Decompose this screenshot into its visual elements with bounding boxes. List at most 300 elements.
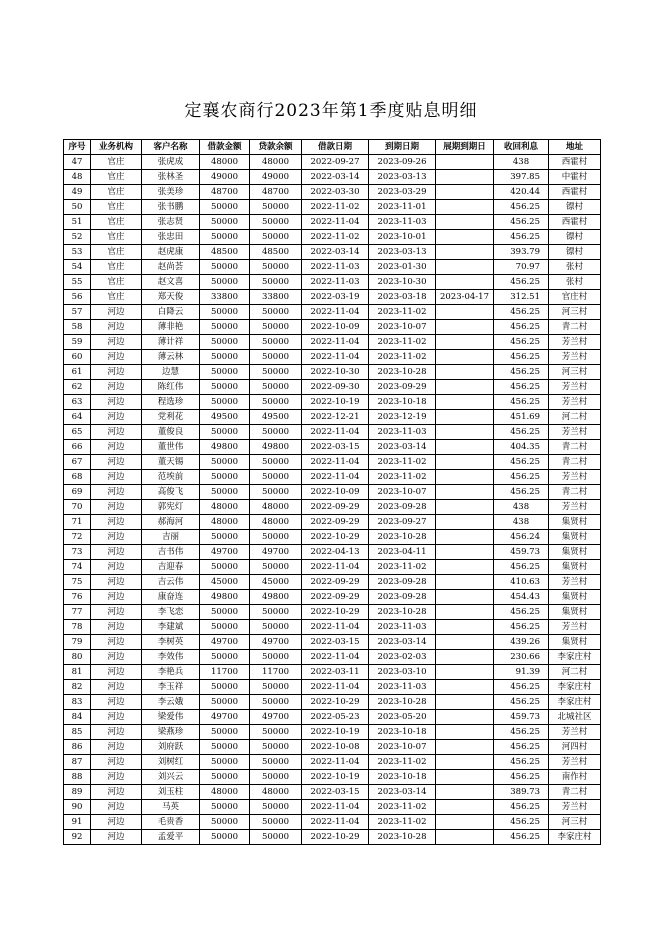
cell-address: 北城社区 <box>549 710 601 725</box>
cell-seq: 91 <box>64 815 91 830</box>
table-row <box>64 230 601 245</box>
table-row <box>64 815 601 830</box>
cell-loan-date: 2022-03-14 <box>302 245 369 260</box>
cell-extension-due-date <box>436 185 494 200</box>
cell-loan-balance: 50000 <box>250 695 302 710</box>
cell-branch: 官庄 <box>91 230 142 245</box>
cell-extension-due-date <box>436 725 494 740</box>
cell-address: 河三村 <box>549 815 601 830</box>
cell-interest: 456.25 <box>494 425 549 440</box>
table-row <box>64 590 601 605</box>
cell-interest: 459.73 <box>494 545 549 560</box>
cell-seq: 74 <box>64 560 91 575</box>
cell-address: 青二村 <box>549 485 601 500</box>
cell-customer: 张美珍 <box>142 185 200 200</box>
cell-loan-date: 2022-03-15 <box>302 440 369 455</box>
cell-address: 西霍村 <box>549 215 601 230</box>
cell-address: 河三村 <box>549 365 601 380</box>
cell-extension-due-date <box>436 380 494 395</box>
cell-loan-date: 2022-05-23 <box>302 710 369 725</box>
cell-address: 芳兰村 <box>549 725 601 740</box>
cell-seq: 75 <box>64 575 91 590</box>
cell-extension-due-date <box>436 365 494 380</box>
cell-extension-due-date <box>436 155 494 170</box>
cell-branch: 河边 <box>91 740 142 755</box>
cell-interest: 438 <box>494 500 549 515</box>
cell-loan-amount: 50000 <box>200 335 250 350</box>
cell-loan-balance: 50000 <box>250 560 302 575</box>
cell-loan-amount: 50000 <box>200 755 250 770</box>
cell-branch: 河边 <box>91 470 142 485</box>
cell-due-date: 2023-12-19 <box>369 410 436 425</box>
cell-loan-balance: 50000 <box>250 215 302 230</box>
cell-branch: 河边 <box>91 800 142 815</box>
cell-loan-amount: 49800 <box>200 590 250 605</box>
cell-loan-balance: 11700 <box>250 665 302 680</box>
cell-branch: 官庄 <box>91 200 142 215</box>
cell-address: 李家庄村 <box>549 830 601 845</box>
cell-interest: 404.35 <box>494 440 549 455</box>
cell-loan-amount: 50000 <box>200 605 250 620</box>
cell-due-date: 2023-10-28 <box>369 365 436 380</box>
cell-extension-due-date <box>436 755 494 770</box>
cell-loan-balance: 50000 <box>250 260 302 275</box>
cell-loan-date: 2022-10-29 <box>302 605 369 620</box>
cell-interest: 456.25 <box>494 470 549 485</box>
cell-loan-amount: 50000 <box>200 680 250 695</box>
cell-due-date: 2023-02-03 <box>369 650 436 665</box>
cell-address: 芳兰村 <box>549 500 601 515</box>
cell-loan-balance: 50000 <box>250 725 302 740</box>
table-row <box>64 185 601 200</box>
cell-loan-date: 2022-03-19 <box>302 290 369 305</box>
cell-loan-amount: 49000 <box>200 170 250 185</box>
cell-interest: 456.25 <box>494 815 549 830</box>
cell-customer: 孟爱平 <box>142 830 200 845</box>
cell-loan-amount: 50000 <box>200 530 250 545</box>
column-header-interest: 收回利息 <box>494 140 549 155</box>
cell-extension-due-date <box>436 230 494 245</box>
table-row <box>64 680 601 695</box>
cell-customer: 吉云伟 <box>142 575 200 590</box>
cell-customer: 张书鹏 <box>142 200 200 215</box>
cell-address: 镖村 <box>549 230 601 245</box>
cell-extension-due-date <box>436 440 494 455</box>
cell-due-date: 2023-11-02 <box>369 815 436 830</box>
cell-extension-due-date <box>436 485 494 500</box>
column-header-branch: 业务机构 <box>91 140 142 155</box>
cell-interest: 456.25 <box>494 380 549 395</box>
cell-branch: 官庄 <box>91 260 142 275</box>
cell-branch: 河边 <box>91 590 142 605</box>
cell-interest: 456.25 <box>494 620 549 635</box>
table-row <box>64 290 601 305</box>
cell-branch: 河边 <box>91 500 142 515</box>
cell-due-date: 2023-11-03 <box>369 425 436 440</box>
cell-interest: 456.25 <box>494 305 549 320</box>
cell-extension-due-date <box>436 710 494 725</box>
cell-branch: 河边 <box>91 320 142 335</box>
cell-seq: 50 <box>64 200 91 215</box>
cell-address: 集贤村 <box>549 635 601 650</box>
cell-address: 张村 <box>549 275 601 290</box>
cell-customer: 刘树红 <box>142 755 200 770</box>
cell-extension-due-date <box>436 350 494 365</box>
cell-interest: 70.97 <box>494 260 549 275</box>
cell-customer: 张志贤 <box>142 215 200 230</box>
cell-interest: 439.26 <box>494 635 549 650</box>
cell-address: 河二村 <box>549 410 601 425</box>
cell-interest: 456.25 <box>494 230 549 245</box>
cell-loan-amount: 50000 <box>200 740 250 755</box>
cell-loan-amount: 48000 <box>200 785 250 800</box>
cell-interest: 456.25 <box>494 800 549 815</box>
cell-loan-amount: 50000 <box>200 395 250 410</box>
cell-seq: 64 <box>64 410 91 425</box>
cell-seq: 51 <box>64 215 91 230</box>
cell-seq: 92 <box>64 830 91 845</box>
table-row <box>64 800 601 815</box>
cell-seq: 68 <box>64 470 91 485</box>
cell-loan-balance: 48500 <box>250 245 302 260</box>
cell-due-date: 2023-10-07 <box>369 740 436 755</box>
column-header-customer: 客户名称 <box>142 140 200 155</box>
cell-address: 南作村 <box>549 770 601 785</box>
cell-customer: 马英 <box>142 800 200 815</box>
cell-interest: 456.25 <box>494 455 549 470</box>
cell-branch: 官庄 <box>91 185 142 200</box>
cell-extension-due-date <box>436 470 494 485</box>
cell-address: 芳兰村 <box>549 470 601 485</box>
table-row <box>64 830 601 845</box>
cell-loan-date: 2022-11-04 <box>302 815 369 830</box>
cell-loan-date: 2022-12-21 <box>302 410 369 425</box>
cell-interest: 456.25 <box>494 605 549 620</box>
cell-loan-balance: 50000 <box>250 320 302 335</box>
cell-customer: 范埃前 <box>142 470 200 485</box>
cell-extension-due-date <box>436 785 494 800</box>
cell-extension-due-date <box>436 545 494 560</box>
table-header-row <box>64 140 601 155</box>
cell-interest: 456.25 <box>494 770 549 785</box>
cell-extension-due-date <box>436 500 494 515</box>
table-row <box>64 635 601 650</box>
cell-interest: 91.39 <box>494 665 549 680</box>
cell-due-date: 2023-11-01 <box>369 200 436 215</box>
cell-loan-balance: 45000 <box>250 575 302 590</box>
cell-loan-amount: 50000 <box>200 305 250 320</box>
cell-address: 李家庄村 <box>549 695 601 710</box>
cell-branch: 河边 <box>91 425 142 440</box>
cell-loan-balance: 50000 <box>250 680 302 695</box>
cell-loan-amount: 50000 <box>200 830 250 845</box>
cell-address: 青二村 <box>549 440 601 455</box>
cell-interest: 230.66 <box>494 650 549 665</box>
cell-interest: 312.51 <box>494 290 549 305</box>
cell-loan-balance: 48000 <box>250 515 302 530</box>
cell-customer: 赵尚荟 <box>142 260 200 275</box>
cell-loan-date: 2022-11-02 <box>302 200 369 215</box>
cell-branch: 河边 <box>91 545 142 560</box>
cell-customer: 刘兴云 <box>142 770 200 785</box>
cell-loan-balance: 50000 <box>250 200 302 215</box>
cell-loan-amount: 50000 <box>200 485 250 500</box>
cell-due-date: 2023-03-10 <box>369 665 436 680</box>
cell-loan-amount: 50000 <box>200 350 250 365</box>
cell-interest: 397.85 <box>494 170 549 185</box>
cell-extension-due-date <box>436 575 494 590</box>
cell-branch: 河边 <box>91 830 142 845</box>
cell-seq: 90 <box>64 800 91 815</box>
cell-extension-due-date <box>436 410 494 425</box>
cell-branch: 河边 <box>91 395 142 410</box>
page-title: 定襄农商行2023年第1季度贴息明细 <box>184 101 478 121</box>
column-header-loan-date: 借款日期 <box>302 140 369 155</box>
cell-loan-date: 2022-11-04 <box>302 470 369 485</box>
cell-seq: 86 <box>64 740 91 755</box>
cell-seq: 81 <box>64 665 91 680</box>
cell-seq: 56 <box>64 290 91 305</box>
cell-customer: 李建斌 <box>142 620 200 635</box>
cell-seq: 48 <box>64 170 91 185</box>
cell-due-date: 2023-10-28 <box>369 830 436 845</box>
cell-branch: 河边 <box>91 650 142 665</box>
cell-loan-amount: 48000 <box>200 515 250 530</box>
cell-customer: 李艳兵 <box>142 665 200 680</box>
cell-due-date: 2023-03-18 <box>369 290 436 305</box>
cell-loan-balance: 49500 <box>250 410 302 425</box>
cell-loan-amount: 11700 <box>200 665 250 680</box>
cell-loan-amount: 45000 <box>200 575 250 590</box>
cell-due-date: 2023-10-18 <box>369 725 436 740</box>
table-row <box>64 710 601 725</box>
table-row <box>64 515 601 530</box>
cell-loan-date: 2022-11-04 <box>302 215 369 230</box>
cell-interest: 389.73 <box>494 785 549 800</box>
cell-extension-due-date <box>436 680 494 695</box>
table-row <box>64 260 601 275</box>
cell-address: 芳兰村 <box>549 395 601 410</box>
cell-branch: 河边 <box>91 575 142 590</box>
column-header-due-date: 到期日期 <box>369 140 436 155</box>
cell-loan-date: 2022-09-30 <box>302 380 369 395</box>
cell-interest: 456.25 <box>494 200 549 215</box>
cell-seq: 71 <box>64 515 91 530</box>
cell-extension-due-date <box>436 455 494 470</box>
cell-customer: 赵虎康 <box>142 245 200 260</box>
cell-loan-balance: 50000 <box>250 755 302 770</box>
cell-loan-amount: 50000 <box>200 800 250 815</box>
cell-loan-balance: 50000 <box>250 800 302 815</box>
cell-loan-balance: 50000 <box>250 455 302 470</box>
cell-extension-due-date <box>436 245 494 260</box>
cell-branch: 河边 <box>91 695 142 710</box>
cell-branch: 河边 <box>91 455 142 470</box>
cell-loan-date: 2022-03-15 <box>302 635 369 650</box>
cell-loan-date: 2022-10-29 <box>302 530 369 545</box>
cell-loan-balance: 33800 <box>250 290 302 305</box>
table-row <box>64 470 601 485</box>
cell-loan-balance: 48000 <box>250 155 302 170</box>
cell-interest: 456.25 <box>494 350 549 365</box>
cell-seq: 72 <box>64 530 91 545</box>
cell-branch: 河边 <box>91 485 142 500</box>
cell-loan-amount: 48000 <box>200 500 250 515</box>
table-row <box>64 215 601 230</box>
cell-customer: 郑天俊 <box>142 290 200 305</box>
cell-due-date: 2023-10-18 <box>369 770 436 785</box>
cell-address: 青二村 <box>549 455 601 470</box>
cell-interest: 438 <box>494 155 549 170</box>
cell-loan-date: 2022-11-03 <box>302 260 369 275</box>
cell-extension-due-date <box>436 695 494 710</box>
cell-loan-date: 2022-11-04 <box>302 455 369 470</box>
cell-branch: 河边 <box>91 770 142 785</box>
cell-seq: 77 <box>64 605 91 620</box>
cell-address: 芳兰村 <box>549 575 601 590</box>
cell-interest: 456.25 <box>494 365 549 380</box>
cell-customer: 张林圣 <box>142 170 200 185</box>
cell-customer: 吉书伟 <box>142 545 200 560</box>
cell-seq: 67 <box>64 455 91 470</box>
cell-branch: 官庄 <box>91 170 142 185</box>
cell-loan-balance: 49000 <box>250 170 302 185</box>
cell-interest: 456.25 <box>494 695 549 710</box>
table-row <box>64 605 601 620</box>
cell-loan-balance: 50000 <box>250 335 302 350</box>
cell-extension-due-date <box>436 605 494 620</box>
cell-loan-balance: 50000 <box>250 275 302 290</box>
cell-loan-balance: 48700 <box>250 185 302 200</box>
cell-extension-due-date <box>436 665 494 680</box>
table-row <box>64 650 601 665</box>
cell-address: 镖村 <box>549 200 601 215</box>
cell-due-date: 2023-09-27 <box>369 515 436 530</box>
cell-address: 河四村 <box>549 740 601 755</box>
cell-interest: 438 <box>494 515 549 530</box>
table-row <box>64 500 601 515</box>
cell-address: 集贤村 <box>549 545 601 560</box>
cell-loan-date: 2022-11-02 <box>302 230 369 245</box>
cell-loan-amount: 33800 <box>200 290 250 305</box>
cell-loan-balance: 49700 <box>250 710 302 725</box>
cell-branch: 河边 <box>91 665 142 680</box>
cell-loan-date: 2022-11-04 <box>302 425 369 440</box>
cell-loan-date: 2022-09-29 <box>302 590 369 605</box>
table-row <box>64 545 601 560</box>
cell-interest: 456.25 <box>494 395 549 410</box>
cell-loan-balance: 50000 <box>250 620 302 635</box>
cell-branch: 河边 <box>91 755 142 770</box>
cell-extension-due-date <box>436 260 494 275</box>
cell-loan-date: 2022-10-09 <box>302 485 369 500</box>
cell-loan-amount: 50000 <box>200 650 250 665</box>
cell-branch: 河边 <box>91 380 142 395</box>
cell-loan-date: 2022-09-29 <box>302 575 369 590</box>
cell-branch: 河边 <box>91 620 142 635</box>
cell-due-date: 2023-11-02 <box>369 335 436 350</box>
cell-address: 青二村 <box>549 785 601 800</box>
cell-branch: 河边 <box>91 680 142 695</box>
table-row <box>64 365 601 380</box>
cell-address: 青二村 <box>549 320 601 335</box>
cell-extension-due-date <box>436 800 494 815</box>
cell-seq: 69 <box>64 485 91 500</box>
cell-customer: 刘玉柱 <box>142 785 200 800</box>
cell-customer: 李树英 <box>142 635 200 650</box>
column-header-seq: 序号 <box>64 140 91 155</box>
cell-loan-amount: 48000 <box>200 155 250 170</box>
cell-due-date: 2023-03-29 <box>369 185 436 200</box>
cell-branch: 河边 <box>91 305 142 320</box>
cell-loan-amount: 50000 <box>200 275 250 290</box>
cell-interest: 456.25 <box>494 320 549 335</box>
cell-customer: 薄非艳 <box>142 320 200 335</box>
cell-branch: 河边 <box>91 710 142 725</box>
cell-due-date: 2023-09-28 <box>369 590 436 605</box>
cell-due-date: 2023-05-20 <box>369 710 436 725</box>
table-row <box>64 665 601 680</box>
cell-loan-date: 2022-11-03 <box>302 275 369 290</box>
cell-seq: 59 <box>64 335 91 350</box>
cell-customer: 张忠田 <box>142 230 200 245</box>
cell-loan-date: 2022-04-13 <box>302 545 369 560</box>
cell-address: 集贤村 <box>549 560 601 575</box>
cell-due-date: 2023-10-07 <box>369 485 436 500</box>
cell-loan-balance: 48000 <box>250 500 302 515</box>
interest-subsidy-table <box>63 139 601 845</box>
cell-customer: 梁爱伟 <box>142 710 200 725</box>
cell-branch: 官庄 <box>91 245 142 260</box>
cell-seq: 63 <box>64 395 91 410</box>
cell-branch: 河边 <box>91 350 142 365</box>
cell-due-date: 2023-09-28 <box>369 575 436 590</box>
cell-due-date: 2023-10-30 <box>369 275 436 290</box>
cell-due-date: 2023-11-03 <box>369 680 436 695</box>
cell-address: 集贤村 <box>549 515 601 530</box>
cell-due-date: 2023-11-02 <box>369 755 436 770</box>
cell-customer: 董俊良 <box>142 425 200 440</box>
cell-branch: 河边 <box>91 515 142 530</box>
cell-loan-amount: 50000 <box>200 200 250 215</box>
table-row <box>64 440 601 455</box>
cell-branch: 河边 <box>91 635 142 650</box>
table-row <box>64 380 601 395</box>
cell-loan-balance: 50000 <box>250 770 302 785</box>
cell-loan-amount: 50000 <box>200 320 250 335</box>
cell-customer: 陈红伟 <box>142 380 200 395</box>
cell-loan-date: 2022-11-04 <box>302 620 369 635</box>
cell-extension-due-date <box>436 620 494 635</box>
cell-branch: 河边 <box>91 725 142 740</box>
cell-seq: 55 <box>64 275 91 290</box>
cell-customer: 高俊飞 <box>142 485 200 500</box>
cell-seq: 76 <box>64 590 91 605</box>
cell-due-date: 2023-10-28 <box>369 695 436 710</box>
cell-loan-date: 2022-10-19 <box>302 395 369 410</box>
cell-customer: 李效伟 <box>142 650 200 665</box>
cell-seq: 60 <box>64 350 91 365</box>
cell-customer: 郭宪灯 <box>142 500 200 515</box>
cell-loan-balance: 50000 <box>250 815 302 830</box>
cell-customer: 赵文喜 <box>142 275 200 290</box>
cell-seq: 49 <box>64 185 91 200</box>
cell-loan-amount: 50000 <box>200 215 250 230</box>
cell-loan-balance: 48000 <box>250 785 302 800</box>
cell-due-date: 2023-03-14 <box>369 635 436 650</box>
cell-loan-date: 2022-03-15 <box>302 785 369 800</box>
cell-customer: 程选珍 <box>142 395 200 410</box>
